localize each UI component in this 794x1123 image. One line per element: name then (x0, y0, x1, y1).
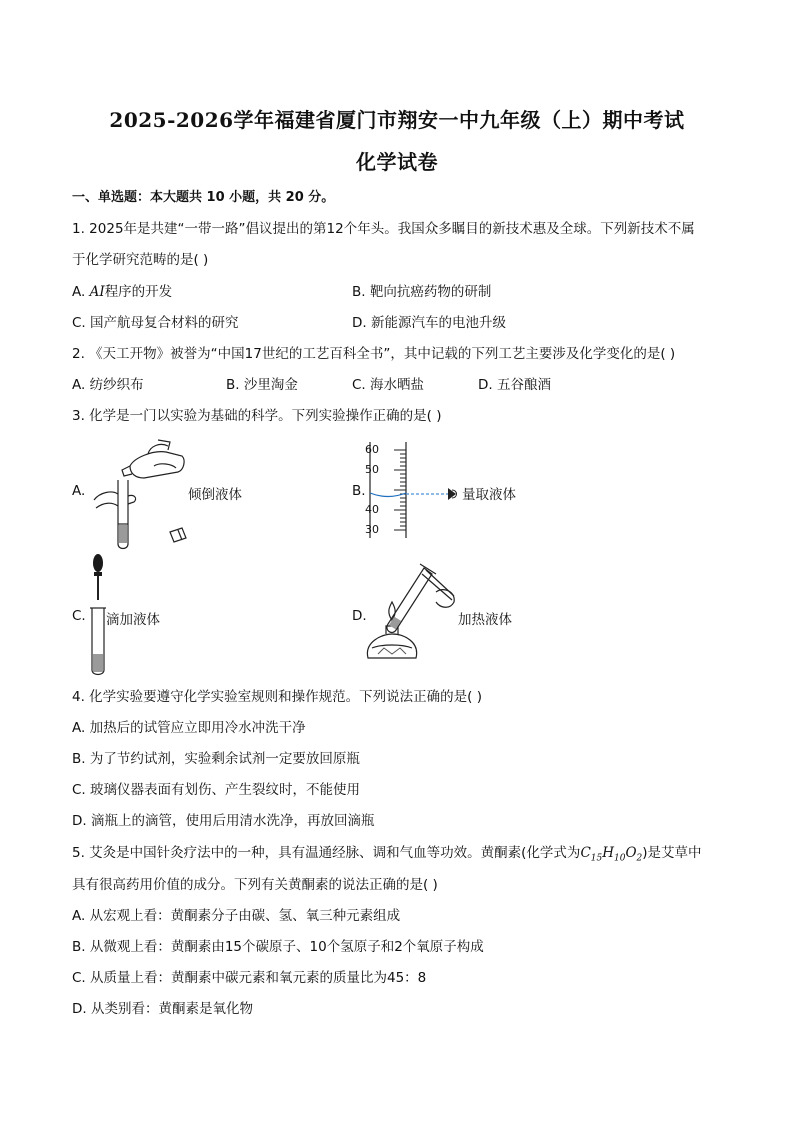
q1-option-a-text: 程序的开发 (104, 284, 173, 300)
q2-stem: 2. 《天工开物》被誉为“中国17世纪的工艺百科全书”，其中记载的下列工艺主要涉及化学变化的是( ) (72, 346, 676, 362)
scale-label-50: 50 (365, 463, 379, 476)
q5-option-d: D. 从类别看：黄酮素是氧化物 (72, 1001, 253, 1017)
exam-subtitle: 化学试卷 (356, 150, 438, 174)
formula-c-sub: 15 (590, 853, 603, 864)
q3-option-a-label: 倾倒液体 (188, 487, 242, 503)
q3-option-b-letter: B. (352, 483, 366, 499)
pouring-liquid-illustration (84, 436, 204, 554)
q5-stem-line1-a: 5. 艾灸是中国针灸疗法中的一种，具有温通经脉、调和气血等功效。黄酮素(化学式为 (72, 845, 581, 861)
q5-option-a: A. 从宏观上看：黄酮素分子由碳、氢、氧三种元素组成 (72, 908, 401, 924)
scale-label-40: 40 (365, 503, 379, 516)
q5-stem-line1-b: )是艾草中 (642, 845, 702, 861)
exam-title: 2025-2026学年福建省厦门市翔安一中九年级（上）期中考试 (109, 108, 685, 132)
q3-option-d-letter: D. (352, 608, 367, 624)
section-heading: 一、单选题：本大题共 10 小题，共 20 分。 (72, 190, 335, 205)
q5-stem-line2: 具有很高药用价值的成分。下列有关黄酮素的说法正确的是( ) (72, 877, 438, 893)
q3-option-b-label: 量取液体 (462, 487, 516, 503)
q1-option-a-prefix: A. (72, 284, 90, 300)
q4-option-d: D. 滴瓶上的滴管，使用后用清水洗净，再放回滴瓶 (72, 813, 375, 829)
q1-option-c: C. 国产航母复合材料的研究 (72, 315, 239, 331)
q1-stem-line1: 1. 2025年是共建“一带一路”倡议提出的第12个年头。我国众多瞩目的新技术惠及全球。下列新技术不属 (72, 221, 695, 237)
q4-option-b: B. 为了节约试剂，实验剩余试剂一定要放回原瓶 (72, 751, 360, 767)
q3-option-c-label: 滴加液体 (106, 612, 160, 628)
q1-option-a-ai: AI (89, 284, 105, 300)
q3-option-c-letter: C. (72, 608, 86, 624)
scale-label-30: 30 (365, 523, 379, 536)
q1-option-b: B. 靶向抗癌药物的研制 (352, 284, 492, 300)
q4-option-c: C. 玻璃仪器表面有划伤、产生裂纹时，不能使用 (72, 782, 361, 798)
q5-stem-line1 (72, 841, 702, 864)
scale-label-60: 60 (365, 443, 379, 456)
q3-option-d-label: 加热液体 (458, 612, 512, 628)
q2-option-b: B. 沙里淘金 (226, 377, 298, 393)
q2-option-c: C. 海水晒盐 (352, 377, 425, 393)
q2-option-d: D. 五谷酿酒 (478, 377, 551, 393)
q1-option-a (72, 280, 172, 300)
q2-option-a: A. 纺纱织布 (72, 377, 144, 393)
q1-stem-line2: 于化学研究范畴的是( ) (72, 252, 209, 268)
q3-option-a-letter: A. (72, 483, 86, 499)
q4-option-a: A. 加热后的试管应立即用冷水冲洗干净 (72, 720, 306, 736)
formula-h-sub: 10 (614, 853, 626, 864)
formula-o: O (625, 845, 637, 861)
heating-liquid-illustration (362, 562, 458, 668)
formula-o-sub: 2 (636, 853, 643, 864)
q5-option-c: C. 从质量上看：黄酮素中碳元素和氧元素的质量比为45：8 (72, 970, 427, 986)
formula-h: H (602, 845, 615, 861)
q4-stem: 4. 化学实验要遵守化学实验室规则和操作规范。下列说法正确的是( ) (72, 689, 482, 705)
q3-stem: 3. 化学是一门以实验为基础的科学。下列实验操作正确的是( ) (72, 408, 442, 424)
q5-option-b: B. 从微观上看：黄酮素由15个碳原子、10个氢原子和2个氧原子构成 (72, 939, 484, 955)
formula-c: C (580, 845, 591, 861)
q1-option-d: D. 新能源汽车的电池升级 (352, 315, 506, 331)
